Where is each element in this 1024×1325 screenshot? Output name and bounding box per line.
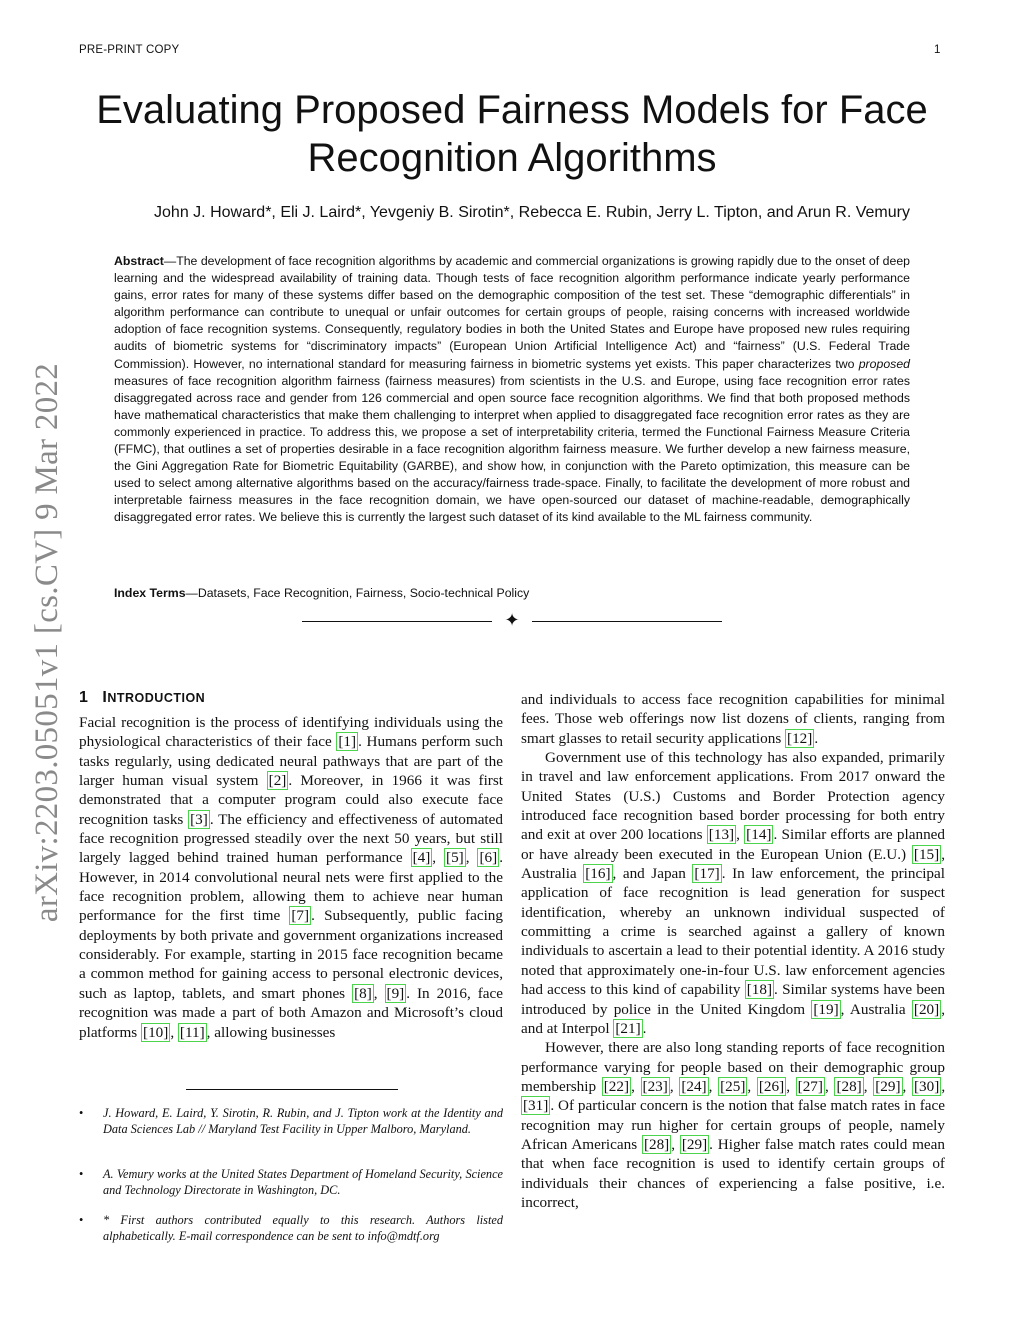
intro-paragraph-2 — [521, 748, 945, 1038]
footnote-text: * First authors contributed equally to this research. Authors listed alphabetically. E-mail correspondence can be sent to info@mdtf.org — [103, 1213, 503, 1243]
citation-link[interactable]: [10] — [143, 1023, 169, 1041]
text-run: , Australia — [521, 845, 945, 883]
abstract-label: Abstract — [114, 254, 164, 268]
citation-link[interactable]: [18] — [746, 981, 773, 999]
text-run: , — [863, 1077, 874, 1095]
text-run: , — [786, 1077, 796, 1095]
text-run: . Similar efforts are planned or have already been executed in the European Union (E.U.) — [521, 826, 945, 863]
running-header: PRE-PRINT COPY — [79, 44, 180, 56]
citation-link[interactable]: [14] — [746, 826, 772, 844]
citation-link[interactable]: [19] — [813, 1000, 839, 1018]
text-run: . Higher false match rates could mean that when face recognition is used to identify certain groups of individuals their chances of experiencing a false positive, i.e. incorrect, — [521, 1135, 946, 1211]
text-run: . — [814, 729, 819, 747]
text-run: , — [941, 1077, 946, 1095]
right-column — [521, 690, 945, 1212]
footnote-rule — [186, 1089, 398, 1090]
separator-star-icon: ✦ — [504, 610, 520, 630]
footnote-authorship — [79, 1212, 503, 1244]
intro-paragraph-3 — [521, 1038, 945, 1212]
citation-link[interactable]: [29] — [681, 1135, 708, 1153]
page-number: 1 — [934, 44, 941, 56]
citation-link[interactable]: [13] — [708, 826, 735, 844]
citation-link[interactable]: [7] — [291, 907, 310, 925]
separator-rule-right — [532, 621, 722, 622]
intro-paragraph-1 — [79, 713, 503, 1042]
text-run: , — [736, 826, 745, 844]
text-run: , and at Interpol — [521, 1000, 945, 1037]
index-terms-label: Index Terms — [114, 586, 186, 600]
section-heading — [79, 689, 205, 707]
index-terms-text: —Datasets, Face Recognition, Fairness, Socio-technical Policy — [185, 586, 530, 600]
text-run: However, there are also long standing reports of face recognition performance varying for people based on their demographic group membership — [521, 1039, 945, 1095]
citation-link[interactable]: [28] — [643, 1135, 670, 1153]
citation-link[interactable]: [29] — [875, 1077, 901, 1095]
text-run: Facial recognition is the process of identifying individuals using the physiological characteristics of their face — [79, 714, 503, 751]
left-column — [79, 713, 503, 1042]
text-run: , — [373, 984, 385, 1002]
citation-link[interactable]: [3] — [190, 810, 208, 828]
citation-link[interactable]: [11] — [179, 1023, 205, 1041]
citation-link[interactable]: [9] — [386, 984, 405, 1002]
citation-link[interactable]: [12] — [787, 729, 813, 747]
citation-link[interactable]: [30] — [914, 1077, 940, 1095]
citation-link[interactable]: [5] — [446, 849, 464, 867]
text-run: , and Japan — [612, 865, 693, 883]
text-run: , allowing businesses — [206, 1023, 336, 1041]
text-run: . However, in 2014 convolutional neural nets were first applied to the face recognition problem, allowing them to achieve near human performance for the first time — [79, 849, 503, 925]
paper-title: Evaluating Proposed Fairness Models for Face Recognition Algorithms — [96, 88, 928, 180]
separator-rule-left — [302, 621, 492, 622]
text-run: Government use of this technology has also expanded, primarily in travel and law enforcement applications. From 2017 onward the United States (U.S.) Customs and Border Protection agency introduced face recognition based border processing for both entry and exit at over 200 locations — [521, 749, 945, 844]
text-run: , Australia — [840, 1000, 912, 1018]
arxiv-identifier[interactable]: arXiv:2203.05051v1 [cs.CV] 9 Mar 2022 — [29, 362, 66, 923]
citation-link[interactable]: [28] — [836, 1077, 862, 1095]
footnote-affiliation-dhs — [79, 1166, 503, 1198]
text-run: , — [432, 849, 445, 867]
citation-link[interactable]: [6] — [479, 849, 498, 867]
section-title-initial: I — [102, 689, 108, 706]
text-run: . Similar systems have been introduced by police in the United Kingdom — [521, 981, 945, 1018]
citation-link[interactable]: [1] — [338, 733, 357, 751]
citation-link[interactable]: [21] — [615, 1019, 641, 1037]
citation-link[interactable]: [22] — [603, 1077, 630, 1095]
footnote-text: J. Howard, E. Laird, Y. Sirotin, R. Rubin, and J. Tipton work at the Identity and Data Sciences Lab // Maryland Test Facility in Upper Malboro, Maryland. — [103, 1106, 503, 1136]
text-run: . In law enforcement, the principal application of face recognition is lead generation for suspect identification, whereby an unknown individual suspected of committing a crime is searched against a gallery of known individuals to ascertain a lead to their potential identity. A 2016 study noted that approximately one-in-four U.S. law enforcement agencies had access to this kind of capability — [521, 865, 945, 999]
text-run: . Subsequently, public facing deployments by both private and government organizations increased considerably. For example, starting in 2015 face recognition became a common method for gaining access to personal electronic devices, such as laptop, tablets, and smart phones — [79, 907, 503, 1002]
text-run: . Of particular concern is the notion that false match rates in face recognition may run higher for certain groups of people, namely African Americans — [521, 1097, 945, 1153]
arxiv-stamp — [18, 355, 78, 930]
bullet-icon: • — [79, 1213, 84, 1227]
bullet-icon: • — [79, 1106, 84, 1120]
citation-link[interactable]: [27] — [797, 1077, 823, 1095]
text-run: and individuals to access face recognition capabilities for minimal fees. Those web offerings now list dozens of clients, ranging from smart glasses to retail security applications — [521, 691, 945, 747]
text-run: , — [824, 1077, 835, 1095]
text-run: , — [747, 1077, 757, 1095]
citation-link[interactable]: [15] — [913, 845, 940, 863]
text-run: , — [631, 1077, 641, 1095]
footnote-affiliation-mdtf — [79, 1105, 503, 1137]
text-run: , — [708, 1077, 719, 1095]
citation-link[interactable]: [25] — [720, 1077, 746, 1095]
abstract-emphasis: proposed — [858, 356, 910, 371]
text-run: , — [669, 1077, 680, 1095]
text-run: , — [170, 1023, 178, 1041]
footnote-text: A. Vemury works at the United States Department of Homeland Security, Science and Technology Directorate in Washington, DC. — [103, 1167, 503, 1197]
citation-link[interactable]: [31] — [523, 1097, 549, 1115]
citation-link[interactable]: [20] — [913, 1000, 940, 1018]
text-run: . Moreover, in 1966 it was first demonstrated that a computer program could also execute face recognition tasks — [79, 772, 503, 828]
bullet-icon: • — [79, 1167, 84, 1181]
citation-link[interactable]: [4] — [412, 849, 431, 867]
citation-link[interactable]: [26] — [758, 1077, 785, 1095]
text-run: . Humans perform such tasks regularly, using dedicated neural pathways that are part of the larger human visual system — [79, 733, 504, 790]
abstract-text-a: —The development of face recognition algorithms by academic and commercial organizations is growing rapidly due to the onset of deep learning and the widespread availability of training data. Though tests of face recognition algorithm performance indicate yearly performance gains, error rates for many of these systems differ based on the demographic composition of the test set. These “demographic differentials” in algorithm performance can contribute to unequal or unfair outcomes for certain groups of people, raising concerns with increased worldwide adoption of face recognition systems. Consequently, regulatory bodies in both the United States and Europe have proposed new rules requiring audits of biometric systems for “discriminatory impacts” (European Union Artificial Intelligence Act) and “fairness” (U.S. Federal Trade Commission). However, no international standard for measuring fairness in biometric systems yet exists. This paper characterizes two — [114, 254, 910, 371]
author-list: John J. Howard*, Eli J. Laird*, Yevgeniy B. Sirotin*, Rebecca E. Rubin, Jerry L. Tipton, and Arun R. Vemury — [154, 204, 910, 221]
abstract-text-b: measures of face recognition algorithm fairness (fairness measures) from scientists in the U.S. and Europe, using face recognition error rates disaggregated across race and gender from 126 commercial and open source face recognition algorithms. We find that both proposed methods have mathematical characteristics that make them challenging to interpret when applied to disaggregated face recognition error rates as they are commonly experienced in practice. To address this, we propose a set of interpretability criteria, termed the Functional Fairness Measure Criteria (FFMC), that outlines a set of properties desirable in a face recognition algorithm fairness measure. We further develop a new fairness measure, the Gini Aggregation Rate for Biometric Equitability (GARBE), and show how, in conjunction with the Pareto optimization, this measure can be used to select among alternative algorithms based on the accuracy/fairness trade-space. Finally, to facilitate the development of more robust and interpretable fairness measures in the face recognition domain, we have open-sourced our dataset of machine-readable, demographically disaggregated error rates. We believe this is currently the largest such dataset of its kind available to the ML fairness community. — [114, 373, 910, 525]
text-run: , — [671, 1135, 680, 1153]
text-run: , — [465, 849, 478, 867]
text-run: . In 2016, face recognition was made a part of both Amazon and Microsoft’s cloud platforms — [79, 984, 504, 1041]
text-run: , — [902, 1077, 912, 1095]
citation-link[interactable]: [17] — [694, 865, 720, 883]
intro-paragraph-1-continued — [521, 690, 945, 748]
text-run: . The efficiency and effectiveness of automated face recognition progressed steadily over the next 50 years, but still largely lagged behind trained human performance — [79, 810, 503, 867]
text-run: . — [642, 1019, 647, 1037]
abstract — [114, 253, 910, 527]
citation-link[interactable]: [23] — [642, 1077, 668, 1095]
section-number: 1 — [79, 689, 89, 706]
citation-link[interactable]: [24] — [681, 1077, 707, 1095]
section-title-rest: NTRODUCTION — [107, 691, 206, 705]
index-terms — [114, 585, 910, 602]
citation-link[interactable]: [8] — [354, 984, 372, 1002]
citation-link[interactable]: [2] — [268, 772, 287, 790]
citation-link[interactable]: [16] — [585, 865, 611, 883]
